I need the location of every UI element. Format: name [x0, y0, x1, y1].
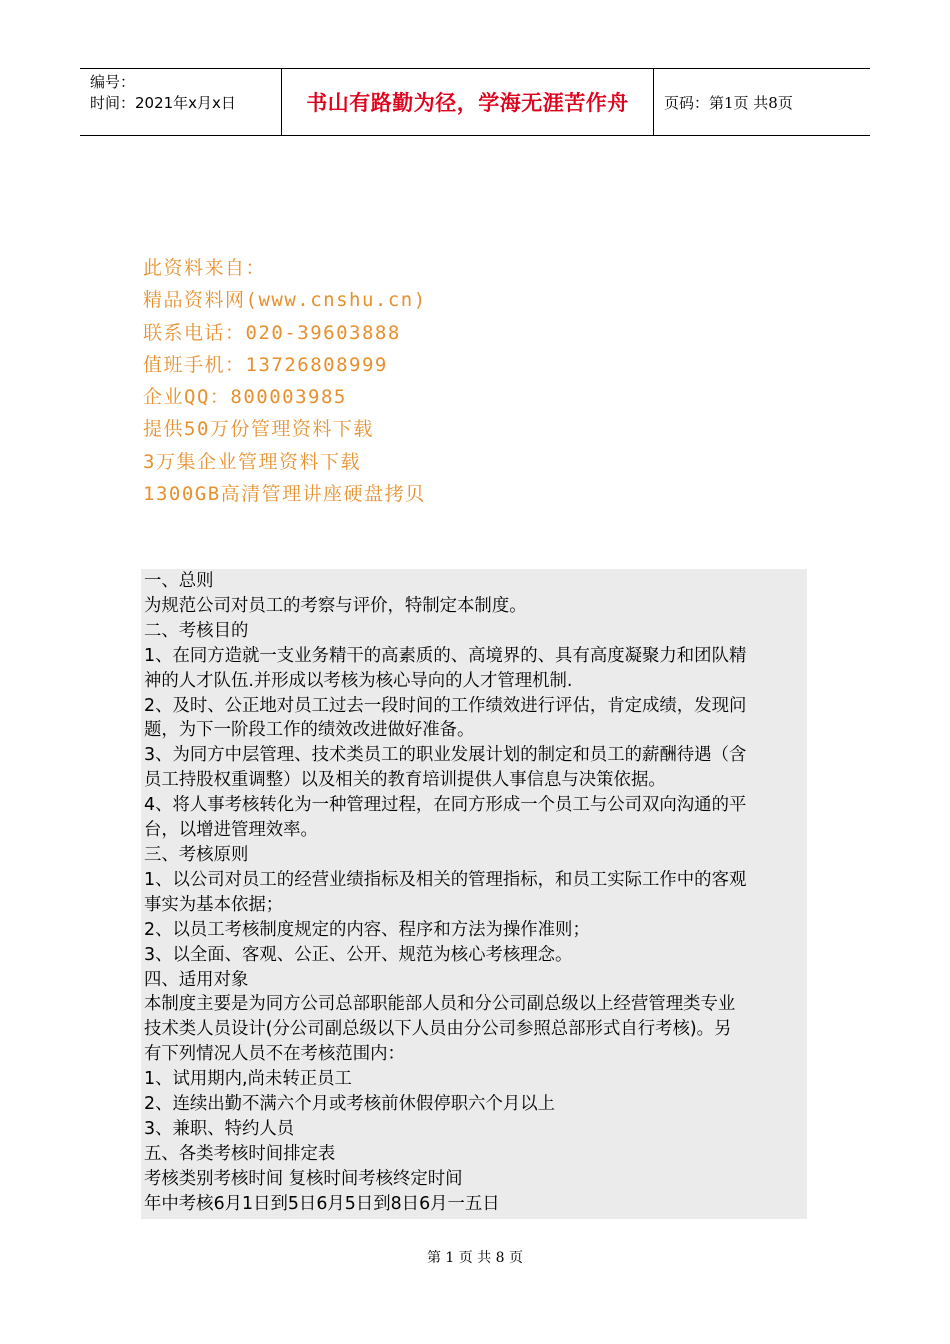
paragraph-line: 1、试用期内,尚未转正员工 — [144, 1069, 352, 1090]
paragraph-line: 1、在同方造就一支业务精干的高素质的、高境界的、具有高度凝聚力和团队精 — [144, 645, 747, 666]
section-heading: 四、适用对象 — [144, 969, 249, 990]
page-footer: 第 1 页 共 8 页 — [426, 1250, 524, 1266]
paragraph-line: 1、以公司对员工的经营业绩指标及相关的管理指标，和员工实际工作中的客观 — [144, 869, 747, 890]
source-line: 此资料来自： — [143, 257, 267, 279]
page-header — [80, 68, 870, 136]
source-line: 1300GB高清管理讲座硬盘拷贝 — [143, 483, 426, 506]
table-header-line: 考核类别考核时间 复核时间考核终定时间 — [144, 1168, 463, 1189]
paragraph-line: 3、兼职、特约人员 — [144, 1118, 295, 1139]
section-heading: 二、考核目的 — [144, 620, 249, 641]
paragraph-line: 员工持股权重调整）以及相关的教育培训提供人事信息与决策依据。 — [144, 770, 666, 791]
section-heading: 五、各类考核时间排定表 — [144, 1143, 336, 1164]
paragraph-line: 2、连续出勤不满六个月或考核前休假停职六个月以上 — [144, 1094, 556, 1115]
source-line: 值班手机：13726808999 — [143, 353, 388, 376]
source-line: 精品资料网(www.cnshu.cn) — [143, 289, 427, 312]
paragraph-line: 2、以员工考核制度规定的内容、程序和方法为操作准则； — [144, 919, 590, 940]
paragraph-line: 事实为基本依据； — [144, 894, 284, 915]
paragraph-line: 本制度主要是为同方公司总部职能部人员和分公司副总级以上经营管理类专业 — [144, 994, 736, 1015]
page-code: 页码：第1页 共8页 — [664, 93, 793, 112]
source-line: 企业QQ：800003985 — [143, 386, 347, 409]
paragraph-line: 3、为同方中层管理、技术类员工的职业发展计划的制定和员工的薪酬待遇（含 — [144, 745, 747, 766]
paragraph-line: 神的人才队伍.并形成以考核为核心导向的人才管理机制. — [144, 670, 573, 691]
header-motto: 书山有路勤为径，学海无涯苦作舟 — [306, 90, 629, 115]
table-row-line: 年中考核6月1日到5日6月5日到8日6月一五日 — [144, 1193, 500, 1214]
paragraph-line: 4、将人事考核转化为一种管理过程，在同方形成一个员工与公司双向沟通的平 — [144, 795, 747, 816]
paragraph-line: 为规范公司对员工的考察与评价，特制定本制度。 — [144, 595, 527, 616]
header-motto-cell — [282, 69, 654, 135]
paragraph-line: 台，以增进管理效率。 — [144, 820, 318, 841]
document-number-label: 编号： — [90, 73, 136, 91]
paragraph-line: 题，为下一阶段工作的绩效改进做好准备。 — [144, 720, 475, 741]
section-heading: 三、考核原则 — [144, 844, 249, 865]
source-line: 联系电话：020-39603888 — [143, 321, 401, 344]
source-line: 提供50万份管理资料下载 — [143, 418, 374, 441]
header-page-code-cell — [654, 69, 870, 135]
body-content — [141, 569, 807, 1219]
paragraph-line: 2、及时、公正地对员工过去一段时间的工作绩效进行评估，肯定成绩，发现问 — [144, 695, 747, 716]
paragraph-line: 3、以全面、客观、公正、公开、规范为核心考核理念。 — [144, 944, 573, 965]
paragraph-line: 有下列情况人员不在考核范围内： — [144, 1044, 405, 1065]
source-line: 3万集企业管理资料下载 — [143, 450, 361, 473]
paragraph-line: 技术类人员设计(分公司副总级以下人员由分公司参照总部形式自行考核)。另 — [144, 1019, 732, 1040]
header-left-cell — [80, 69, 282, 135]
source-info-block — [143, 252, 427, 510]
section-heading: 一、总则 — [144, 571, 214, 591]
document-time-label: 时间：2021年x月x日 — [90, 94, 236, 112]
